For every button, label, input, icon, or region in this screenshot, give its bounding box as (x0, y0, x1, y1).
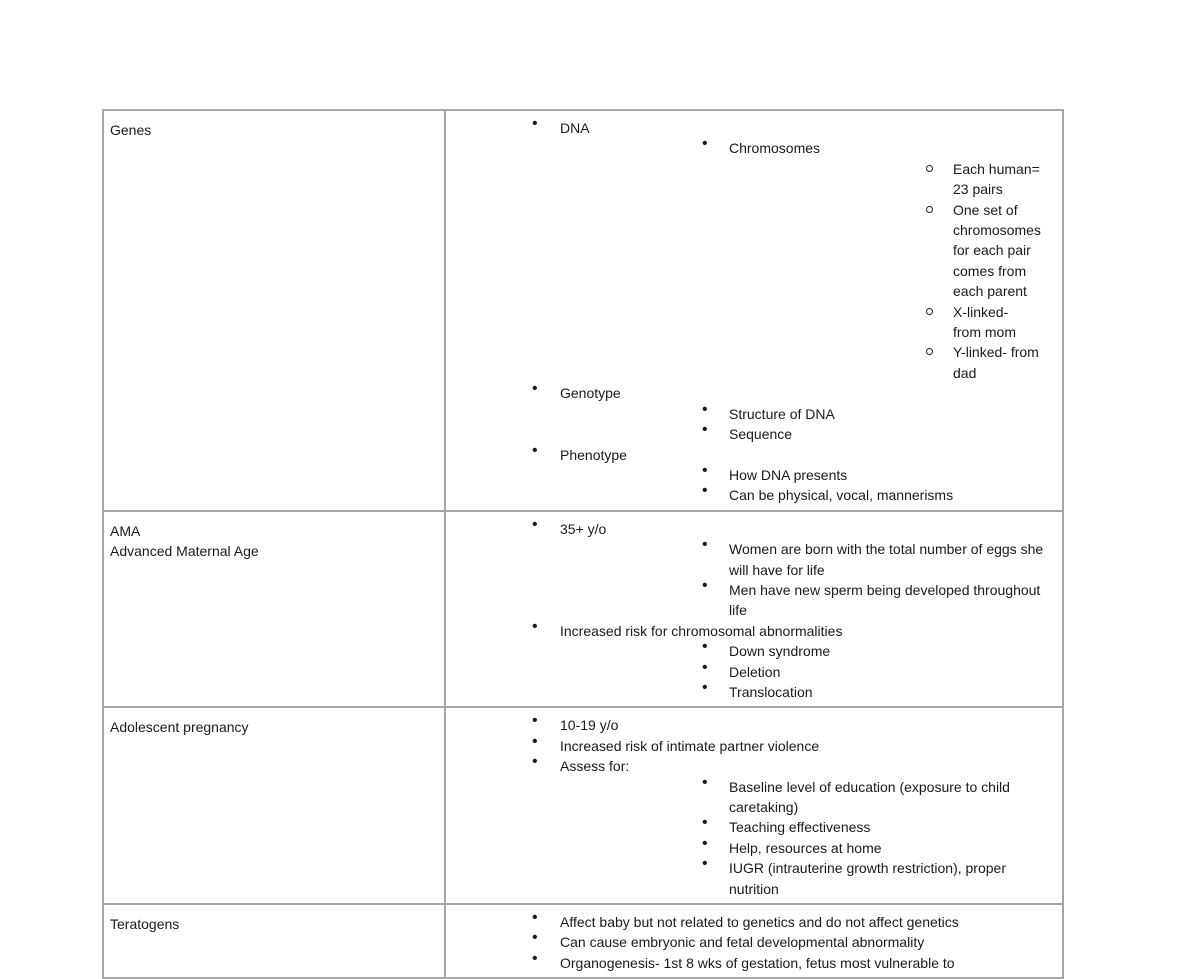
list-item (560, 461, 1062, 485)
bullet-icon: • (532, 441, 538, 459)
bullet-icon: • (532, 949, 538, 967)
bullet-icon: • (702, 576, 708, 594)
list-item (729, 302, 1052, 343)
list-item (560, 855, 1062, 899)
term-cell (103, 511, 445, 708)
bullet-icon: • (532, 929, 538, 947)
list-item (560, 834, 1062, 858)
list-item-text: Women are born with the total number of eggs she will have for life (729, 541, 1044, 578)
list-item (560, 482, 1062, 505)
list-item (560, 658, 1062, 682)
list-item (560, 814, 1062, 837)
list-item-text: How DNA presents (729, 466, 848, 483)
list-item-text: Deletion (729, 663, 781, 680)
table-row-adolescent-pregnancy (103, 707, 1063, 904)
list-item-text: Baseline level of education (exposure to child caretaking) (729, 778, 1010, 815)
list-item (560, 536, 1062, 580)
bullet-list (446, 115, 1062, 506)
list-item (446, 753, 1062, 899)
notes-cell (445, 110, 1063, 511)
term-label: Teratogens (110, 916, 180, 933)
bullet-list (446, 515, 1062, 703)
bullet-icon: • (702, 834, 708, 852)
bullet-icon: • (702, 855, 708, 873)
bullet-icon: • (702, 773, 708, 791)
term-label: Adolescent pregnancy (110, 719, 249, 736)
list-item-text: Assess for: (560, 758, 630, 775)
list-item-text: Y-linked- from dad (953, 344, 1039, 381)
list-item-text: Help, resources at home (729, 839, 882, 856)
notes-cell (445, 707, 1063, 904)
bullet-icon: • (532, 732, 538, 750)
sub-list (560, 536, 1062, 621)
bullet-icon: • (702, 135, 708, 153)
notes-cell (445, 904, 1063, 978)
bullet-icon: • (532, 115, 538, 132)
table-row-ama (103, 511, 1063, 708)
list-item (446, 732, 1062, 756)
bullet-icon: • (532, 909, 538, 927)
notes-cell (445, 511, 1063, 708)
list-item (560, 135, 1062, 383)
list-item-text: Affect baby but not related to genetics and do not affect genetics (560, 914, 959, 931)
term-cell (103, 904, 445, 978)
list-item-text: IUGR (intrauterine growth restriction), proper nutrition (729, 860, 1006, 897)
list-item-text: Genotype (560, 385, 621, 402)
list-item-text: Sequence (729, 426, 793, 443)
list-item-text: Can cause embryonic and fetal developmental abnormality (560, 934, 925, 951)
sub-sub-list (729, 159, 1052, 383)
bullet-icon: • (702, 421, 708, 439)
list-item-text: Teaching effectiveness (729, 819, 871, 836)
bullet-list (446, 712, 1062, 899)
list-item-text: Down syndrome (729, 643, 831, 660)
bullet-icon: • (702, 461, 708, 479)
bullet-icon: • (702, 400, 708, 418)
notes-table (102, 109, 1064, 979)
list-item-text: DNA (560, 120, 590, 136)
bullet-icon: • (532, 753, 538, 771)
circle-bullet-icon (926, 348, 933, 355)
sub-list (560, 461, 1062, 506)
list-item (729, 342, 1052, 383)
list-item-text: Organogenesis- 1st 8 wks of gestation, fetus most vulnerable to (560, 954, 955, 971)
circle-bullet-icon (926, 308, 933, 315)
term-label: Genes (110, 122, 152, 138)
list-item (446, 949, 1062, 973)
list-item (446, 617, 1062, 703)
list-item (560, 773, 1062, 818)
list-item (446, 712, 1062, 735)
bullet-icon: • (702, 482, 708, 500)
list-item (729, 159, 1052, 200)
list-item-text: Can be physical, vocal, mannerisms (729, 487, 954, 504)
table-row-genes (103, 110, 1063, 511)
circle-bullet-icon (926, 206, 933, 213)
bullet-icon: • (532, 712, 538, 730)
bullet-icon: • (532, 515, 538, 533)
sub-list (560, 400, 1062, 445)
list-item (560, 678, 1062, 702)
list-item-text: Men have new sperm being developed throughout life (729, 581, 1041, 619)
list-item (446, 115, 1062, 383)
list-item (560, 576, 1062, 621)
circle-bullet-icon (926, 165, 933, 172)
list-item-text: X-linked- from mom (953, 303, 1016, 341)
list-item (729, 200, 1052, 302)
list-item (560, 421, 1062, 444)
list-item-text: 35+ y/o (560, 520, 607, 537)
bullet-icon: • (702, 678, 708, 696)
bullet-icon: • (702, 638, 708, 656)
sub-list (560, 773, 1062, 899)
table-row-teratogens (103, 904, 1063, 978)
term-label: AMA (110, 522, 141, 539)
list-item-text: Increased risk for chromosomal abnormalities (560, 622, 843, 639)
bullet-icon: • (702, 658, 708, 676)
list-item-text: Translocation (729, 683, 813, 700)
list-item-text: Structure of DNA (729, 405, 835, 422)
list-item (446, 909, 1062, 932)
list-item-text: One set of chromosomes for each pair comes from each parent (953, 201, 1041, 300)
bullet-icon: • (532, 617, 538, 635)
term-cell (103, 707, 445, 904)
sub-list (560, 135, 1062, 383)
list-item (560, 638, 1062, 661)
bullet-icon: • (532, 380, 538, 398)
list-item (446, 515, 1062, 621)
list-item-text: Phenotype (560, 446, 627, 463)
bullet-list (446, 909, 1062, 973)
list-item (560, 400, 1062, 424)
sub-list (560, 638, 1062, 702)
list-item (446, 929, 1062, 952)
bullet-icon: • (702, 814, 708, 832)
list-item-text: Chromosomes (729, 140, 821, 157)
list-item-text: Increased risk of intimate partner violence (560, 737, 820, 754)
bullet-icon: • (702, 536, 708, 554)
list-item (446, 380, 1062, 444)
list-item (446, 441, 1062, 506)
list-item-text: Each human= 23 pairs (953, 160, 1040, 198)
term-label-expanded: Advanced Maternal Age (110, 543, 259, 560)
list-item-text: 10-19 y/o (560, 717, 619, 734)
term-cell (103, 110, 445, 511)
